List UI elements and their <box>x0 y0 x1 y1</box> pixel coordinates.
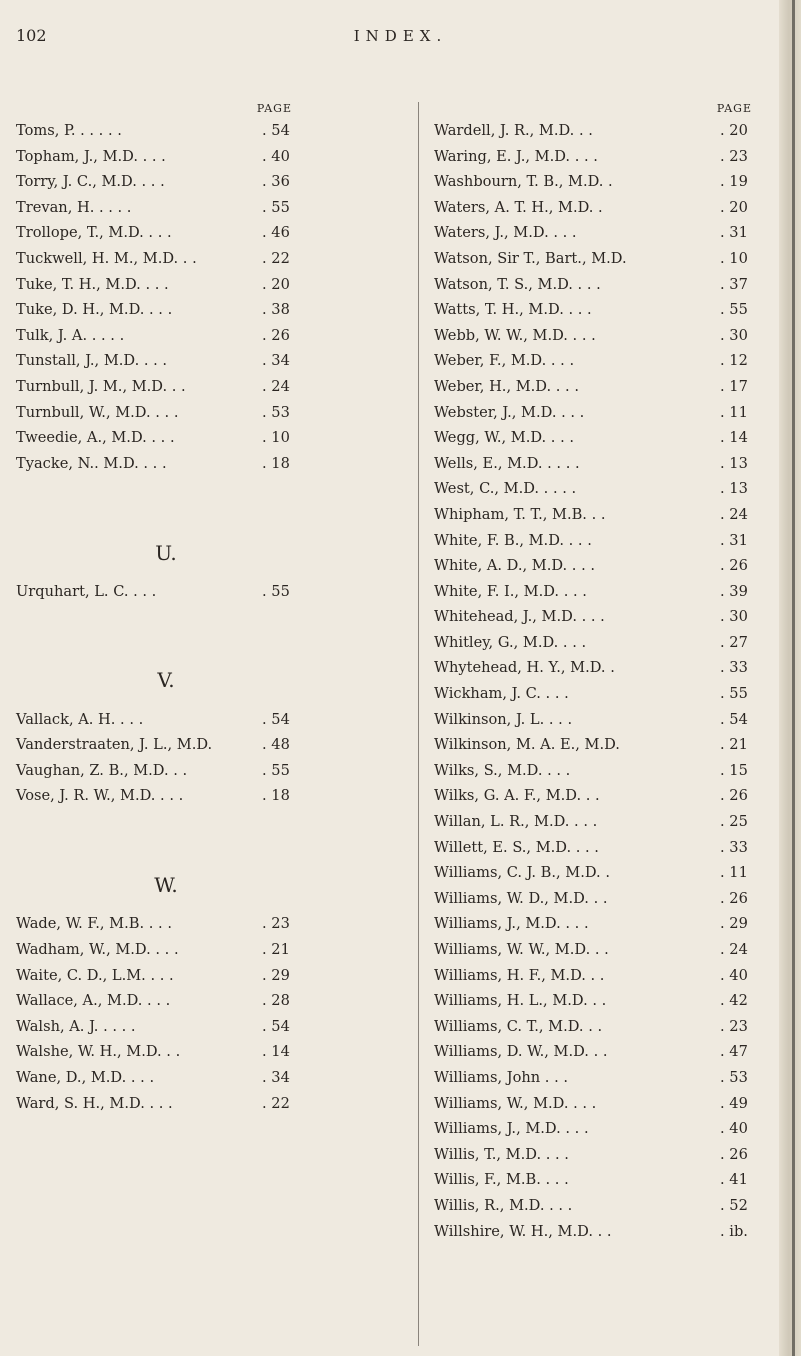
entry-page: . 26 <box>262 326 290 344</box>
entry-name: Wickham, J. C. . . . <box>434 685 569 703</box>
entry-name: Washbourn, T. B., M.D. . <box>434 173 613 191</box>
entry-name: Whitehead, J., M.D. . . . <box>434 608 605 626</box>
index-entry <box>434 374 774 400</box>
entry-name: Williams, W. W., M.D. . . <box>434 941 609 958</box>
entry-name: Webb, W. W., M.D. . . . <box>434 326 596 344</box>
index-entry <box>434 272 774 298</box>
right-column <box>434 100 774 1244</box>
entry-page: . 22 <box>262 1094 290 1112</box>
entry-name: Weber, F., M.D. . . . <box>434 352 575 370</box>
index-entry <box>434 1167 774 1193</box>
index-entry <box>434 783 774 809</box>
entry-name: Whytehead, H. Y., M.D. . <box>434 659 615 677</box>
entry-page: . 18 <box>262 454 290 472</box>
index-entry <box>16 272 396 298</box>
entry-page: . 17 <box>720 377 748 395</box>
entry-name: Webster, J., M.D. . . . <box>434 403 585 421</box>
entry-page: . 33 <box>720 659 748 677</box>
page-number: 102 <box>16 26 47 45</box>
entry-page: . 55 <box>720 301 748 319</box>
index-entry <box>434 297 774 323</box>
index-entry <box>16 937 396 963</box>
entry-page: . 47 <box>720 1043 748 1061</box>
entry-name: Wade, W. F., M.B. . . . <box>16 915 172 933</box>
entry-page: . 14 <box>720 429 748 447</box>
entry-name: Ward, S. H., M.D. . . . <box>16 1094 173 1112</box>
entry-name: Wadham, W., M.D. . . . <box>16 941 179 958</box>
letter-heading-w: W. <box>154 873 178 898</box>
entry-page: . 54 <box>262 710 290 728</box>
index-entry <box>16 220 396 246</box>
entry-name: Williams, H. L., M.D. . . <box>434 992 607 1010</box>
entry-name: Willett, E. S., M.D. . . . <box>434 838 599 856</box>
entry-name: Torry, J. C., M.D. . . . <box>16 173 165 191</box>
entry-page: . 39 <box>720 582 748 600</box>
entry-page: . 23 <box>262 915 290 933</box>
index-entry <box>434 937 774 963</box>
index-entry <box>434 988 774 1014</box>
entry-name: Willis, R., M.D. . . . <box>434 1196 573 1214</box>
entry-name: Williams, W. D., M.D. . . <box>434 889 608 907</box>
index-entry <box>434 1065 774 1091</box>
entry-page: . 27 <box>720 633 748 651</box>
entry-page: . 21 <box>262 941 290 958</box>
entry-name: Tuckwell, H. M., M.D. . . <box>16 249 197 267</box>
index-entry <box>434 400 774 426</box>
entry-page: . 26 <box>720 1145 748 1163</box>
entry-name: Trollope, T., M.D. . . . <box>16 224 172 242</box>
index-entry <box>16 963 396 989</box>
letter-heading-v: V. <box>157 668 175 693</box>
index-entry <box>16 732 396 758</box>
entry-name: Williams, J., M.D. . . . <box>434 1120 589 1138</box>
index-entry <box>434 528 774 554</box>
entry-page: . 42 <box>720 992 748 1010</box>
index-entry <box>434 1142 774 1168</box>
entry-page: . 31 <box>720 224 748 242</box>
entry-page: . 26 <box>720 889 748 907</box>
entry-name: Vanderstraaten, J. L., M.D. <box>16 736 213 754</box>
column-divider <box>418 102 419 1346</box>
entry-page: . 37 <box>720 275 748 293</box>
page-edge <box>779 0 801 1356</box>
index-entry <box>434 118 774 144</box>
entry-name: Turnbull, J. M., M.D. . . <box>16 377 186 395</box>
entry-name: White, F. B., M.D. . . . <box>434 531 592 549</box>
entry-name: Williams, D. W., M.D. . . <box>434 1043 608 1061</box>
index-entry <box>434 604 774 630</box>
spacer <box>16 809 396 860</box>
entry-page: . 31 <box>720 531 748 549</box>
entry-page: . 55 <box>262 761 290 779</box>
index-entry <box>16 348 396 374</box>
entry-name: Urquhart, L. C. . . . <box>16 582 157 600</box>
entry-page: . 52 <box>720 1196 748 1214</box>
entry-page: . 24 <box>720 505 748 523</box>
entry-page: . 10 <box>720 249 748 267</box>
entry-name: Willis, F., M.B. . . . <box>434 1171 569 1189</box>
index-entry <box>434 476 774 502</box>
entry-name: Tunstall, J., M.D. . . . <box>16 352 168 370</box>
index-entry <box>16 707 396 733</box>
entry-name: Tyacke, N.. M.D. . . . <box>16 454 167 472</box>
entry-name: Wardell, J. R., M.D. . . <box>434 122 593 139</box>
entry-page: . 10 <box>262 429 290 447</box>
entry-name: Wilkinson, M. A. E., M.D. <box>434 736 620 754</box>
entry-page: . 26 <box>720 557 748 575</box>
index-entry <box>434 963 774 989</box>
entry-name: Wilks, S., M.D. . . . <box>434 761 571 779</box>
index-entry <box>434 169 774 195</box>
index-entry <box>16 323 396 349</box>
entry-page: . 13 <box>720 454 748 472</box>
entry-name: Williams, W., M.D. . . . <box>434 1094 597 1112</box>
entry-page: . 30 <box>720 326 748 344</box>
index-entry <box>16 169 396 195</box>
entry-page: . 13 <box>720 480 748 498</box>
entry-page: . 23 <box>720 147 748 165</box>
entry-name: Williams, C. T., M.D. . . <box>434 1017 603 1035</box>
entry-page: . 38 <box>262 301 290 319</box>
entry-name: Willshire, W. H., M.D. . . <box>434 1222 612 1240</box>
entry-page: . 24 <box>262 377 290 395</box>
entry-name: Topham, J., M.D. . . . <box>16 147 166 165</box>
entry-name: Wane, D., M.D. . . . <box>16 1068 155 1086</box>
index-entry <box>434 758 774 784</box>
entry-page: . 14 <box>262 1043 290 1061</box>
entry-name: Wells, E., M.D. . . . . <box>434 454 580 472</box>
entry-name: Vaughan, Z. B., M.D. . . <box>16 761 188 779</box>
entry-name: Waters, A. T. H., M.D. . <box>434 198 603 216</box>
entry-page: . 34 <box>262 352 290 370</box>
entry-name: Williams, H. F., M.D. . . <box>434 966 605 984</box>
index-entry <box>434 1014 774 1040</box>
entry-name: White, A. D., M.D. . . . <box>434 557 595 575</box>
index-entry <box>434 860 774 886</box>
entry-name: Wilks, G. A. F., M.D. . . <box>434 787 600 805</box>
entry-name: Williams, J., M.D. . . . <box>434 915 589 933</box>
entry-page: . 41 <box>720 1171 748 1189</box>
entry-name: White, F. I., M.D. . . . <box>434 582 587 600</box>
index-entry <box>434 655 774 681</box>
entry-name: Trevan, H. . . . . <box>16 198 132 216</box>
entry-name: Willan, L. R., M.D. . . . <box>434 813 598 831</box>
entry-page: . 54 <box>720 710 748 728</box>
entry-page: . 20 <box>720 122 748 139</box>
index-entry <box>434 1193 774 1219</box>
entry-name: Waite, C. D., L.M. . . . <box>16 966 174 984</box>
entry-page: . 20 <box>720 198 748 216</box>
spacer <box>16 604 396 655</box>
entry-page: . 53 <box>720 1068 748 1086</box>
entry-page: . 29 <box>262 966 290 984</box>
entry-name: Watson, Sir T., Bart., M.D. <box>434 249 627 267</box>
entry-page: . 29 <box>720 915 748 933</box>
entry-page: . 25 <box>720 813 748 831</box>
index-entry <box>434 1116 774 1142</box>
entry-name: Weber, H., M.D. . . . <box>434 377 579 395</box>
spacer <box>16 476 396 527</box>
index-entry <box>16 911 396 937</box>
entry-page: . 26 <box>720 787 748 805</box>
entry-page: . 40 <box>720 1120 748 1138</box>
entry-name: Toms, P. . . . . . <box>16 122 122 139</box>
index-entry <box>16 118 396 144</box>
index-entry <box>434 246 774 272</box>
index-entry <box>434 425 774 451</box>
section-t-entries <box>16 118 396 476</box>
index-entry <box>16 144 396 170</box>
index-entry <box>434 809 774 835</box>
entry-name: Waters, J., M.D. . . . <box>434 224 577 242</box>
entry-page: . 24 <box>720 941 748 958</box>
index-entry <box>434 732 774 758</box>
entry-name: Tuke, D. H., M.D. . . . <box>16 301 173 319</box>
entry-page: . 22 <box>262 249 290 267</box>
entry-page: . 55 <box>262 582 290 600</box>
index-entry <box>16 246 396 272</box>
index-entry <box>434 707 774 733</box>
entry-page: . 49 <box>720 1094 748 1112</box>
entry-page: . 40 <box>720 966 748 984</box>
index-entry <box>434 195 774 221</box>
index-entry <box>434 579 774 605</box>
section-w-continued-entries <box>434 118 774 1244</box>
entry-page: . 18 <box>262 787 290 805</box>
entry-page: . 46 <box>262 224 290 242</box>
entry-page: . 55 <box>262 198 290 216</box>
entry-name: Whitley, G., M.D. . . . <box>434 633 587 651</box>
entry-name: Wilkinson, J. L. . . . <box>434 710 573 728</box>
entry-name: Wallace, A., M.D. . . . <box>16 992 171 1010</box>
entry-name: Wegg, W., M.D. . . . <box>434 429 575 447</box>
index-entry <box>16 758 396 784</box>
entry-page: . 11 <box>720 403 748 421</box>
entry-name: Whipham, T. T., M.B. . . <box>434 505 606 523</box>
entry-name: Tuke, T. H., M.D. . . . <box>16 275 169 293</box>
entry-name: Watts, T. H., M.D. . . . <box>434 301 592 319</box>
entry-name: Tulk, J. A. . . . . <box>16 326 125 344</box>
entry-name: West, C., M.D. . . . . <box>434 480 577 498</box>
entry-page: . 54 <box>262 122 290 139</box>
entry-page: . 23 <box>720 1017 748 1035</box>
index-entry <box>434 323 774 349</box>
index-entry <box>434 911 774 937</box>
letter-heading-u: U. <box>155 540 177 565</box>
index-entry <box>16 1091 396 1117</box>
index-entry <box>16 195 396 221</box>
entry-page: . 55 <box>720 685 748 703</box>
index-entry <box>434 553 774 579</box>
entry-page: . 54 <box>262 1017 290 1035</box>
index-entry <box>434 348 774 374</box>
index-entry <box>16 988 396 1014</box>
page-column-label: PAGE <box>256 102 292 115</box>
index-entry <box>434 1039 774 1065</box>
entry-name: Vose, J. R. W., M.D. . . . <box>16 787 184 805</box>
index-entry <box>16 374 396 400</box>
entry-page: . 40 <box>262 147 290 165</box>
index-entry <box>16 297 396 323</box>
left-column <box>16 100 396 1116</box>
binding-edge-line <box>792 0 795 1356</box>
entry-page: . 12 <box>720 352 748 370</box>
index-entry <box>434 220 774 246</box>
entry-page: . ib. <box>720 1222 748 1240</box>
entry-name: Watson, T. S., M.D. . . . <box>434 275 601 293</box>
running-head: INDEX. <box>353 27 448 45</box>
index-entry <box>16 451 396 477</box>
entry-page: . 28 <box>262 992 290 1010</box>
index-entry <box>16 400 396 426</box>
entry-page: . 19 <box>720 173 748 191</box>
entry-page: . 33 <box>720 838 748 856</box>
entry-name: Williams, John . . . <box>434 1068 568 1086</box>
section-w-entries <box>16 911 396 1116</box>
index-entry <box>434 502 774 528</box>
entry-page: . 11 <box>720 864 748 882</box>
index-entry <box>16 1014 396 1040</box>
entry-page: . 30 <box>720 608 748 626</box>
index-entry <box>16 579 396 605</box>
entry-name: Turnbull, W., M.D. . . . <box>16 403 179 421</box>
index-entry <box>434 144 774 170</box>
entry-page: . 34 <box>262 1068 290 1086</box>
page-column-label: PAGE <box>716 102 752 115</box>
entry-name: Walsh, A. J. . . . . <box>16 1017 136 1035</box>
index-entry <box>16 425 396 451</box>
index-entry <box>434 451 774 477</box>
index-entry <box>434 835 774 861</box>
section-u-entries <box>16 579 396 605</box>
index-entry <box>434 1091 774 1117</box>
entry-page: . 53 <box>262 403 290 421</box>
entry-name: Willis, T., M.D. . . . <box>434 1145 569 1163</box>
section-v-entries <box>16 707 396 809</box>
index-entry <box>434 630 774 656</box>
entry-name: Vallack, A. H. . . . <box>16 710 144 728</box>
index-entry <box>434 681 774 707</box>
index-entry <box>16 1065 396 1091</box>
entry-name: Walshe, W. H., M.D. . . <box>16 1043 181 1061</box>
entry-name: Waring, E. J., M.D. . . . <box>434 147 598 165</box>
entry-page: . 15 <box>720 761 748 779</box>
entry-name: Williams, C. J. B., M.D. . <box>434 864 610 882</box>
entry-page: . 48 <box>262 736 290 754</box>
index-entry <box>434 886 774 912</box>
entry-page: . 21 <box>720 736 748 754</box>
entry-name: Tweedie, A., M.D. . . . <box>16 429 175 447</box>
index-entry <box>16 1039 396 1065</box>
index-entry <box>434 1219 774 1245</box>
entry-page: . 20 <box>262 275 290 293</box>
entry-page: . 36 <box>262 173 290 191</box>
index-entry <box>16 783 396 809</box>
